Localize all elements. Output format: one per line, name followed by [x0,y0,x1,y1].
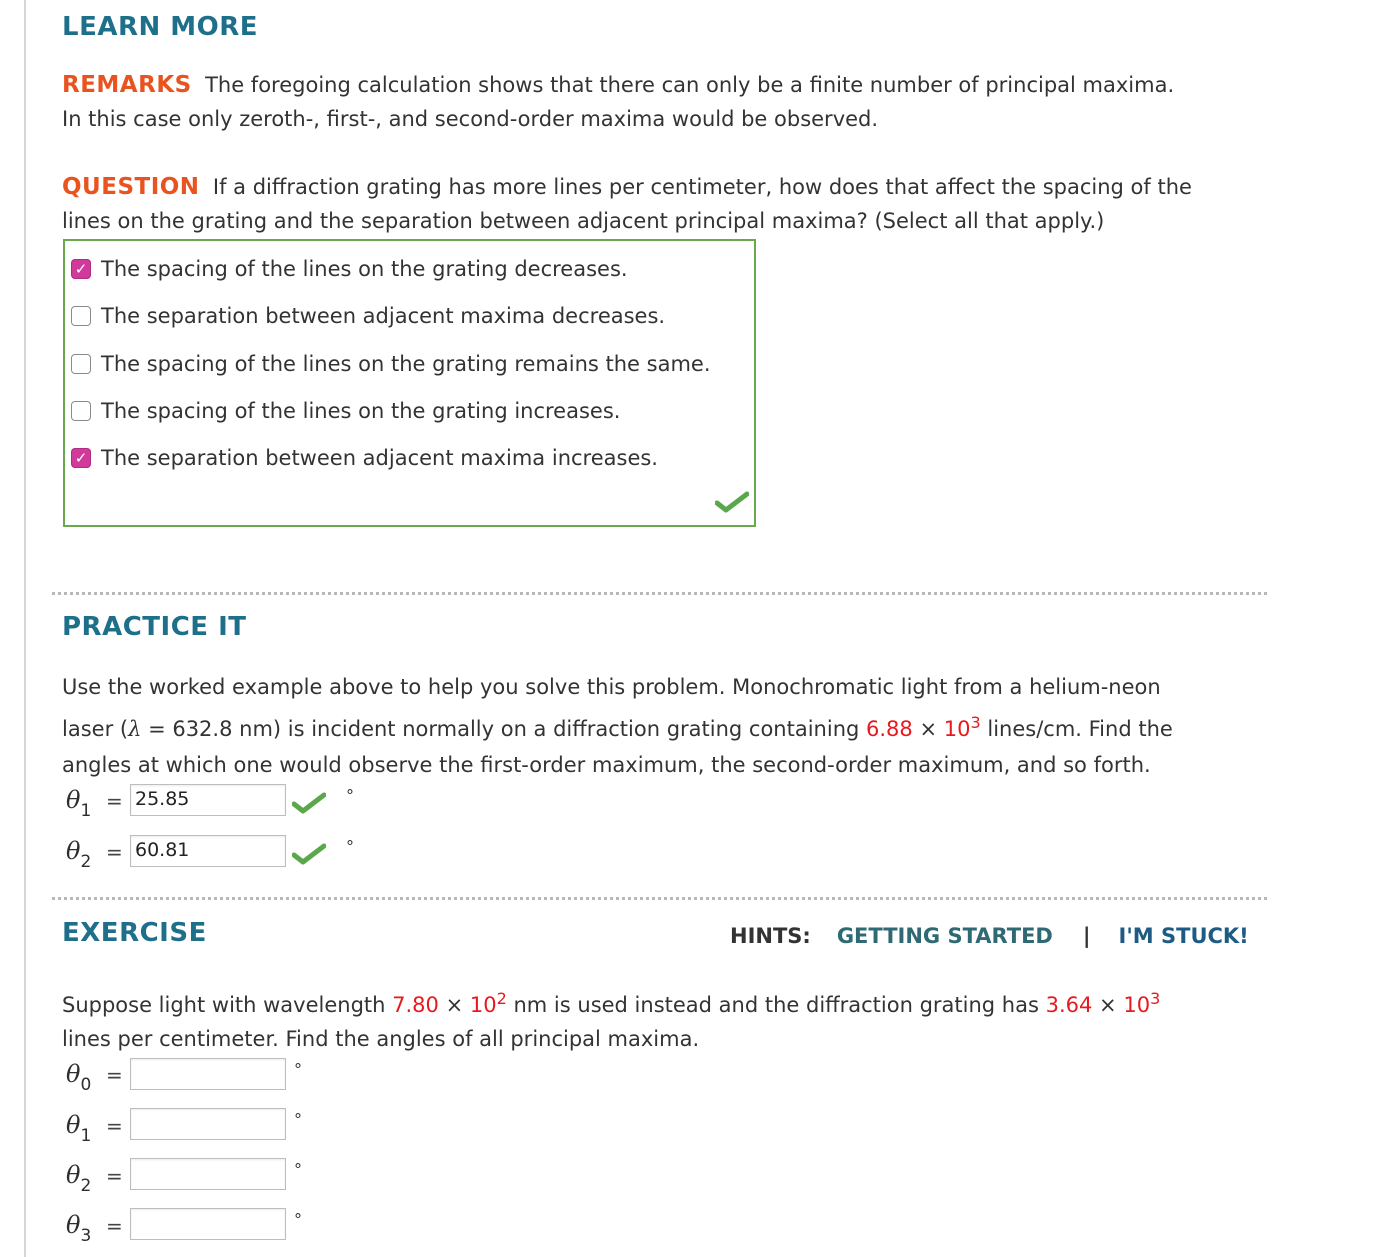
remarks-paragraph [62,68,1322,136]
theta-1-input[interactable]: 25.85 [130,784,286,816]
degree-unit: ° [346,837,354,856]
checkbox-checked[interactable]: ✓ [71,259,91,279]
choice-label: The separation between adjacent maxima increases. [101,446,658,470]
equals-sign: = [106,1214,123,1238]
practice-heading: PRACTICE IT [62,612,247,642]
line-density-exponent: 3 [970,713,981,732]
equals-sign: = [106,1164,123,1188]
choice-label: The separation between adjacent maxima decreases. [101,304,666,328]
choice-item[interactable] [71,350,711,378]
choice-item[interactable] [71,444,658,472]
theta-2-label: θ2 [66,837,92,872]
degree-unit: ° [294,1160,302,1179]
theta-2-label: θ2 [66,1161,92,1196]
question-line-2: lines on the grating and the separation between adjacent principal maxima? (Select all that apply.) [62,209,1105,233]
practice-paragraph [62,669,1322,783]
exercise-line-1a: Suppose light with wavelength [62,993,393,1017]
choice-label: The spacing of the lines on the grating increases. [101,399,621,423]
practice-line-1: Use the worked example above to help you solve this problem. Monochromatic light from a helium-neon [62,675,1161,699]
choice-item[interactable] [71,302,665,330]
theta-0-input[interactable] [130,1058,286,1090]
degree-unit: ° [294,1210,302,1229]
practice-line-2b: = 632.8 nm) is incident normally on a diffraction grating containing [141,717,867,741]
theta-1-label: θ1 [66,786,92,821]
hint-im-stuck-link[interactable]: I'M STUCK! [1118,924,1249,948]
question-label: QUESTION [62,174,200,200]
wavelength-mantissa: 7.80 [392,993,439,1017]
degree-unit: ° [294,1110,302,1129]
question-line-1: If a diffraction grating has more lines per centimeter, how does that affect the spacing of the [212,175,1192,199]
checkbox[interactable] [71,354,91,374]
correct-check-icon [292,792,326,814]
equals-sign: = [106,1114,123,1138]
line-density-mantissa: 6.88 [866,717,913,741]
left-border [24,0,26,1257]
correct-check-icon [715,491,749,513]
degree-unit: ° [294,1060,302,1079]
hints-label: HINTS: [730,924,811,948]
hints-separator: | [1082,924,1091,948]
times-sign: × [1099,993,1117,1017]
remarks-line-2: In this case only zeroth-, first-, and second-order maxima would be observed. [62,107,879,131]
degree-unit: ° [346,786,354,805]
exercise-paragraph [62,982,1342,1056]
practice-line-2a: laser ( [62,717,129,741]
grating-exponent: 3 [1150,989,1161,1008]
theta-2-input[interactable] [130,1158,286,1190]
equals-sign: = [106,789,123,813]
theta-3-label: θ3 [66,1211,92,1246]
times-sign: × [445,993,464,1017]
exercise-heading: EXERCISE [62,918,207,948]
equals-sign: = [106,1063,123,1087]
correct-check-icon [292,843,326,865]
lambda-symbol: λ [128,717,142,741]
theta-1-input[interactable] [130,1108,286,1140]
section-divider [52,592,1267,595]
checkbox[interactable] [71,401,91,421]
theta-1-label: θ1 [66,1111,92,1146]
theta-0-label: θ0 [66,1060,92,1095]
base-ten: 10 [1123,993,1151,1017]
choice-label: The spacing of the lines on the grating decreases. [101,257,628,281]
practice-line-3: angles at which one would observe the first-order maximum, the second-order maximum, and so forth. [62,753,1151,777]
checkbox[interactable] [71,306,91,326]
choice-item[interactable] [71,397,620,425]
practice-line-2c: lines/cm. Find the [980,717,1173,741]
equals-sign: = [106,840,123,864]
wavelength-exponent: 2 [496,989,507,1008]
choice-label: The spacing of the lines on the grating remains the same. [101,352,711,376]
remarks-line-1: The foregoing calculation shows that there can only be a finite number of principal maxima. [205,73,1175,97]
question-paragraph [62,170,1342,238]
section-divider [52,897,1267,900]
learn-more-heading: LEARN MORE [62,12,259,42]
remarks-label: REMARKS [62,72,192,98]
grating-mantissa: 3.64 [1045,993,1093,1017]
theta-3-input[interactable] [130,1208,286,1240]
hint-getting-started-link[interactable]: GETTING STARTED [836,924,1053,948]
hints-bar [730,924,1249,948]
theta-2-input[interactable]: 60.81 [130,835,286,867]
exercise-line-2: lines per centimeter. Find the angles of all principal maxima. [62,1027,700,1051]
checkbox-checked[interactable]: ✓ [71,448,91,468]
choice-group [63,239,756,527]
base-ten: 10 [469,993,497,1017]
exercise-line-1b: nm is used instead and the diffraction grating has [506,993,1046,1017]
base-ten: 10 [943,717,971,741]
choice-item[interactable] [71,255,628,283]
times-sign: × [919,717,938,741]
